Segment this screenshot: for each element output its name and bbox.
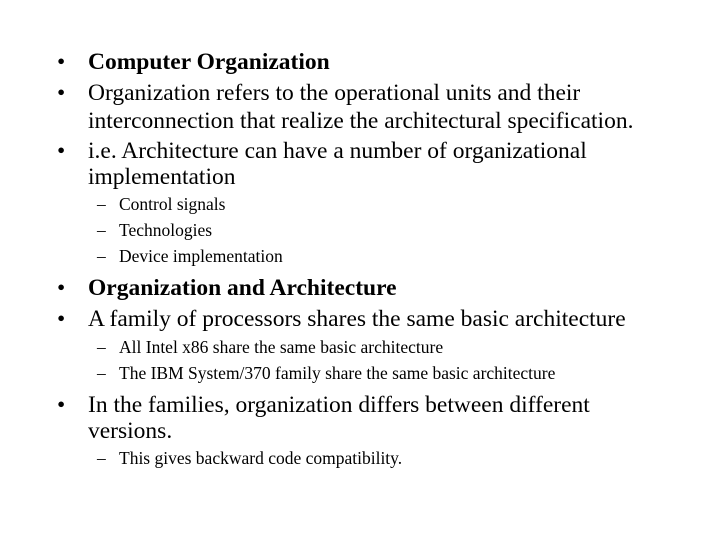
bullet-organization-and-architecture — [57, 275, 397, 301]
dash-marker: – — [97, 220, 106, 240]
bullet-marker: • — [57, 306, 66, 332]
sub-bullet-text: This gives backward code compatibility. — [119, 448, 403, 468]
bullet-marker: • — [57, 392, 66, 418]
dash-marker: – — [97, 448, 106, 468]
sub-bullet-text: All Intel x86 share the same basic architecture — [119, 337, 444, 357]
bullet-computer-organization — [57, 49, 330, 75]
bullet-marker: • — [57, 80, 66, 106]
sub-bullet-text: Control signals — [119, 194, 226, 214]
bullet-marker: • — [57, 138, 66, 164]
bullet-text: i.e. Architecture can have a number of organizational — [88, 138, 587, 164]
bullet-text: implementation — [88, 164, 236, 190]
bullet-family-of-processors — [57, 306, 626, 332]
sub-bullet-control-signals — [97, 194, 225, 214]
bullet-text: In the families, organization differs between different — [88, 392, 590, 418]
bullet-architecture-implementations — [57, 138, 587, 164]
sub-bullet-intel-x86 — [97, 337, 443, 357]
dash-marker: – — [97, 337, 106, 357]
bullet-architecture-implementations-continued — [57, 164, 236, 190]
bullet-marker: • — [57, 275, 66, 301]
bullet-text: Organization refers to the operational units and their — [88, 80, 581, 106]
bullet-text: versions. — [88, 418, 173, 444]
bullet-text: interconnection that realize the architectural specification. — [88, 108, 634, 134]
bullet-text: Organization and Architecture — [88, 275, 397, 301]
sub-bullet-device-implementation — [97, 246, 283, 266]
sub-bullet-text: Device implementation — [119, 246, 283, 266]
dash-marker: – — [97, 363, 106, 383]
dash-marker: – — [97, 246, 106, 266]
sub-bullet-ibm-system-370 — [97, 363, 555, 383]
sub-bullet-text: Technologies — [119, 220, 213, 240]
bullet-text: Computer Organization — [88, 49, 330, 75]
bullet-families-organization — [57, 392, 590, 418]
bullet-families-organization-continued — [57, 418, 172, 444]
sub-bullet-technologies — [97, 220, 212, 240]
sub-bullet-backward-compatibility — [97, 448, 402, 468]
sub-bullet-text: The IBM System/370 family share the same basic architecture — [119, 363, 556, 383]
bullet-text: A family of processors shares the same basic architecture — [88, 306, 626, 332]
dash-marker: – — [97, 194, 106, 214]
bullet-marker: • — [57, 49, 66, 75]
bullet-organization-refers — [57, 80, 580, 106]
bullet-organization-refers-continued — [57, 108, 633, 134]
